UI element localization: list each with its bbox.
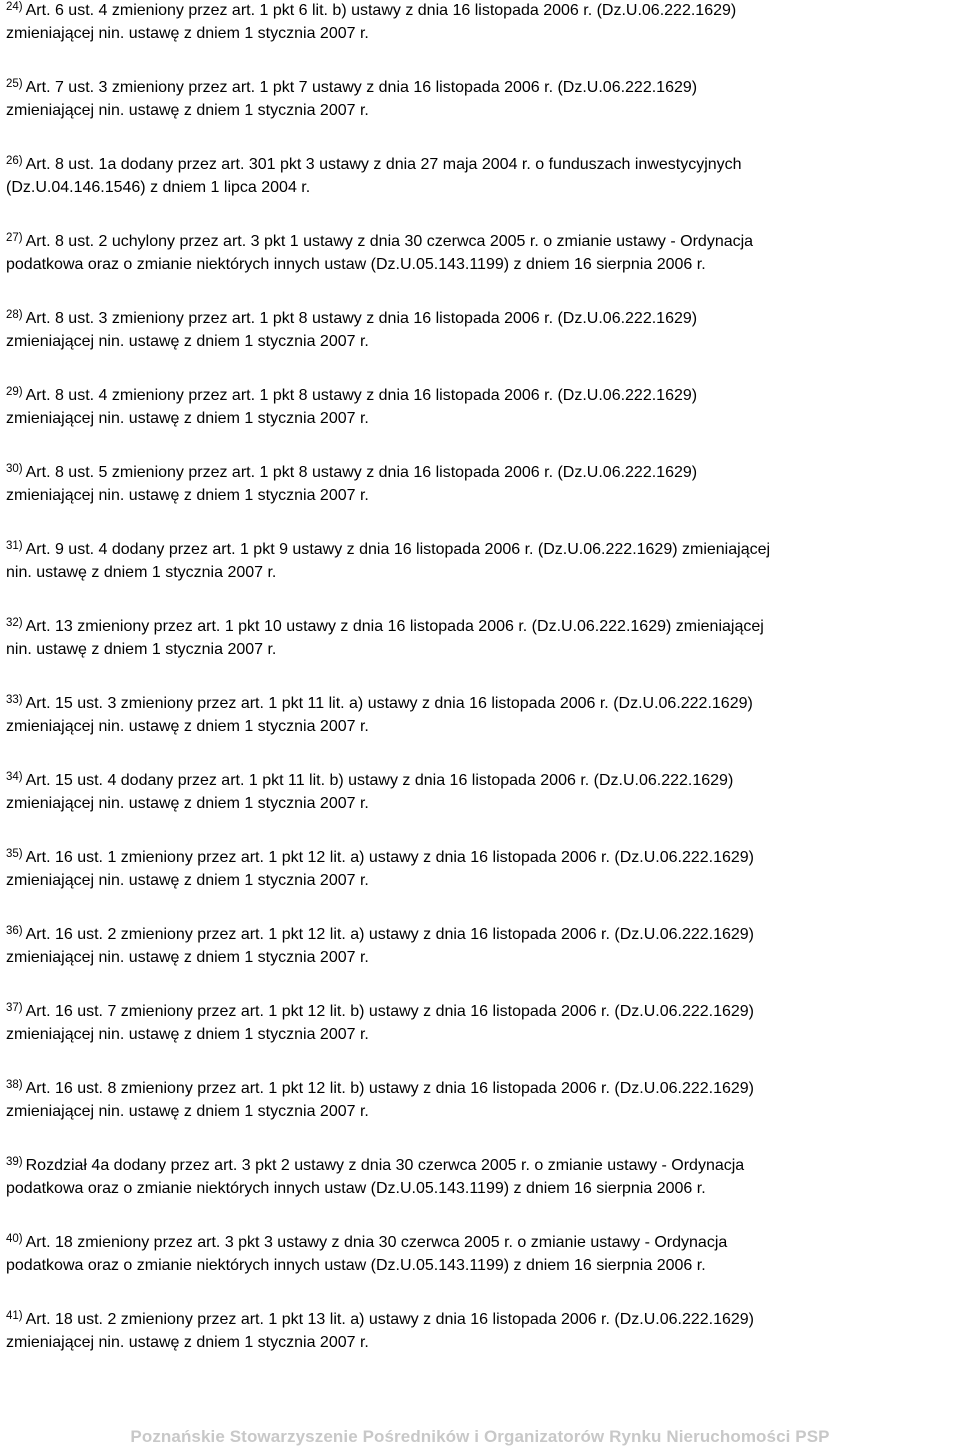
- footnote-text-line: Art. 16 ust. 2 zmieniony przez art. 1 pkt 12 lit. a) ustawy z dnia 16 listopada 2006 r. (Dz.U.06.222.1629): [25, 926, 755, 943]
- footnote-text-line: Art. 8 ust. 3 zmieniony przez art. 1 pkt 8 ustawy z dnia 16 listopada 2006 r. (Dz.U.06.222.1629): [25, 310, 698, 327]
- footnote-item: [6, 154, 954, 199]
- footnote-text-line: zmieniającej nin. ustawę z dniem 1 stycznia 2007 r.: [6, 717, 369, 735]
- footnote-number: 41): [6, 1310, 23, 1322]
- footnote-number: 37): [6, 1002, 23, 1014]
- footnote-spacer: [6, 584, 954, 616]
- footnote-number: 35): [6, 848, 23, 860]
- footnote-spacer: [6, 661, 954, 693]
- footnote-text-line: podatkowa oraz o zmianie niektórych innych ustaw (Dz.U.05.143.1199) z dniem 16 sierpnia 2006 r.: [6, 1256, 706, 1274]
- footnote-number: 39): [6, 1156, 23, 1168]
- footnote-number: 30): [6, 463, 23, 475]
- footnote-item: [6, 539, 954, 584]
- footnote-spacer: [6, 1123, 954, 1155]
- footnote-text-line: zmieniającej nin. ustawę z dniem 1 stycznia 2007 r.: [6, 101, 369, 119]
- footnote-text-line: zmieniającej nin. ustawę z dniem 1 stycznia 2007 r.: [6, 794, 369, 812]
- footnote-text-line: zmieniającej nin. ustawę z dniem 1 stycznia 2007 r.: [6, 486, 369, 504]
- footnote-spacer: [6, 45, 954, 77]
- footnote-number: 25): [6, 78, 23, 90]
- footnote-text-line: Art. 8 ust. 2 uchylony przez art. 3 pkt 1 ustawy z dnia 30 czerwca 2005 r. o zmianie ustawy - Ordynacja: [25, 233, 754, 250]
- footnote-text-line: zmieniającej nin. ustawę z dniem 1 stycznia 2007 r.: [6, 24, 369, 42]
- footnote-item: [6, 693, 954, 738]
- footnote-spacer: [6, 815, 954, 847]
- footnote-spacer: [6, 276, 954, 308]
- footnote-item: [6, 0, 954, 45]
- footnotes-list: [6, 0, 954, 1354]
- footnote-item: [6, 462, 954, 507]
- page-footer: Poznańskie Stowarzyszenie Pośredników i Organizatorów Rynku Nieruchomości PSP: [130, 1427, 830, 1446]
- footnote-number: 34): [6, 771, 23, 783]
- footnote-text-line: Art. 8 ust. 1a dodany przez art. 301 pkt 3 ustawy z dnia 27 maja 2004 r. o funduszach inwestycyjnych: [25, 156, 742, 173]
- footnote-text-line: zmieniającej nin. ustawę z dniem 1 stycznia 2007 r.: [6, 409, 369, 427]
- footnote-number: 31): [6, 540, 23, 552]
- footnote-item: [6, 616, 954, 661]
- footnote-number: 38): [6, 1079, 23, 1091]
- footnote-item: [6, 1155, 954, 1200]
- footnote-text-line: Art. 8 ust. 4 zmieniony przez art. 1 pkt 8 ustawy z dnia 16 listopada 2006 r. (Dz.U.06.222.1629): [25, 387, 698, 404]
- footnote-number: 40): [6, 1233, 23, 1245]
- footnote-number: 32): [6, 617, 23, 629]
- footnote-item: [6, 924, 954, 969]
- footnote-spacer: [6, 353, 954, 385]
- footnote-number: 26): [6, 155, 23, 167]
- footnote-text-line: podatkowa oraz o zmianie niektórych innych ustaw (Dz.U.05.143.1199) z dniem 16 sierpnia 2006 r.: [6, 1179, 706, 1197]
- footnote-text-line: podatkowa oraz o zmianie niektórych innych ustaw (Dz.U.05.143.1199) z dniem 16 sierpnia 2006 r.: [6, 255, 706, 273]
- footnote-text-line: Art. 18 ust. 2 zmieniony przez art. 1 pkt 13 lit. a) ustawy z dnia 16 listopada 2006 r. (Dz.U.06.222.1629): [25, 1311, 755, 1328]
- footnote-spacer: [6, 1046, 954, 1078]
- footnote-text-line: nin. ustawę z dniem 1 stycznia 2007 r.: [6, 563, 277, 581]
- footnote-number: 29): [6, 386, 23, 398]
- footnote-text-line: Art. 8 ust. 5 zmieniony przez art. 1 pkt 8 ustawy z dnia 16 listopada 2006 r. (Dz.U.06.222.1629): [25, 464, 698, 481]
- footnote-item: [6, 231, 954, 276]
- footnote-spacer: [6, 430, 954, 462]
- footnote-spacer: [6, 1200, 954, 1232]
- footnote-text-line: zmieniającej nin. ustawę z dniem 1 stycznia 2007 r.: [6, 871, 369, 889]
- footnote-number: 27): [6, 232, 23, 244]
- footnote-text-line: zmieniającej nin. ustawę z dniem 1 stycznia 2007 r.: [6, 1025, 369, 1043]
- footnote-item: [6, 1001, 954, 1046]
- footnote-text-line: Art. 13 zmieniony przez art. 1 pkt 10 ustawy z dnia 16 listopada 2006 r. (Dz.U.06.222.1629) zmieniającej: [25, 618, 764, 635]
- footnote-spacer: [6, 507, 954, 539]
- footnote-number: 24): [6, 1, 23, 13]
- footnote-spacer: [6, 738, 954, 770]
- footnote-spacer: [6, 122, 954, 154]
- footnote-item: [6, 1232, 954, 1277]
- footnote-spacer: [6, 199, 954, 231]
- footnote-number: 33): [6, 694, 23, 706]
- footnote-text-line: Art. 18 zmieniony przez art. 3 pkt 3 ustawy z dnia 30 czerwca 2005 r. o zmianie ustawy - Ordynacja: [25, 1234, 728, 1251]
- footnote-text-line: nin. ustawę z dniem 1 stycznia 2007 r.: [6, 640, 277, 658]
- footnote-text-line: Art. 16 ust. 1 zmieniony przez art. 1 pkt 12 lit. a) ustawy z dnia 16 listopada 2006 r. (Dz.U.06.222.1629): [25, 849, 755, 866]
- footnote-text-line: Rozdział 4a dodany przez art. 3 pkt 2 ustawy z dnia 30 czerwca 2005 r. o zmianie ustawy - Ordynacja: [25, 1157, 745, 1174]
- footnote-text-line: zmieniającej nin. ustawę z dniem 1 stycznia 2007 r.: [6, 948, 369, 966]
- footnote-text-line: Art. 15 ust. 3 zmieniony przez art. 1 pkt 11 lit. a) ustawy z dnia 16 listopada 2006 r. (Dz.U.06.222.1629): [25, 695, 753, 712]
- footnote-spacer: [6, 1277, 954, 1309]
- footnote-spacer: [6, 892, 954, 924]
- footnote-text-line: Art. 7 ust. 3 zmieniony przez art. 1 pkt 7 ustawy z dnia 16 listopada 2006 r. (Dz.U.06.222.1629): [25, 79, 698, 96]
- footnote-text-line: zmieniającej nin. ustawę z dniem 1 stycznia 2007 r.: [6, 1102, 369, 1120]
- footnote-text-line: zmieniającej nin. ustawę z dniem 1 stycznia 2007 r.: [6, 1333, 369, 1351]
- footnote-item: [6, 770, 954, 815]
- footnote-text-line: Art. 6 ust. 4 zmieniony przez art. 1 pkt 6 lit. b) ustawy z dnia 16 listopada 2006 r. (Dz.U.06.222.1629): [25, 2, 737, 19]
- footnote-number: 28): [6, 309, 23, 321]
- footnote-item: [6, 77, 954, 122]
- footnote-item: [6, 385, 954, 430]
- footnote-spacer: [6, 969, 954, 1001]
- footnote-text-line: Art. 15 ust. 4 dodany przez art. 1 pkt 11 lit. b) ustawy z dnia 16 listopada 2006 r. (Dz.U.06.222.1629): [25, 772, 734, 789]
- footnote-text-line: Art. 16 ust. 7 zmieniony przez art. 1 pkt 12 lit. b) ustawy z dnia 16 listopada 2006 r. (Dz.U.06.222.1629): [25, 1003, 755, 1020]
- footnote-item: [6, 847, 954, 892]
- footnote-text-line: (Dz.U.04.146.1546) z dniem 1 lipca 2004 r.: [6, 178, 311, 196]
- footnote-item: [6, 308, 954, 353]
- footnote-text-line: Art. 9 ust. 4 dodany przez art. 1 pkt 9 ustawy z dnia 16 listopada 2006 r. (Dz.U.06.222.1629) zmieniającej: [25, 541, 771, 558]
- footnote-text-line: zmieniającej nin. ustawę z dniem 1 stycznia 2007 r.: [6, 332, 369, 350]
- footnote-text-line: Art. 16 ust. 8 zmieniony przez art. 1 pkt 12 lit. b) ustawy z dnia 16 listopada 2006 r. (Dz.U.06.222.1629): [25, 1080, 755, 1097]
- footnote-item: [6, 1309, 954, 1354]
- footnote-item: [6, 1078, 954, 1123]
- footnote-number: 36): [6, 925, 23, 937]
